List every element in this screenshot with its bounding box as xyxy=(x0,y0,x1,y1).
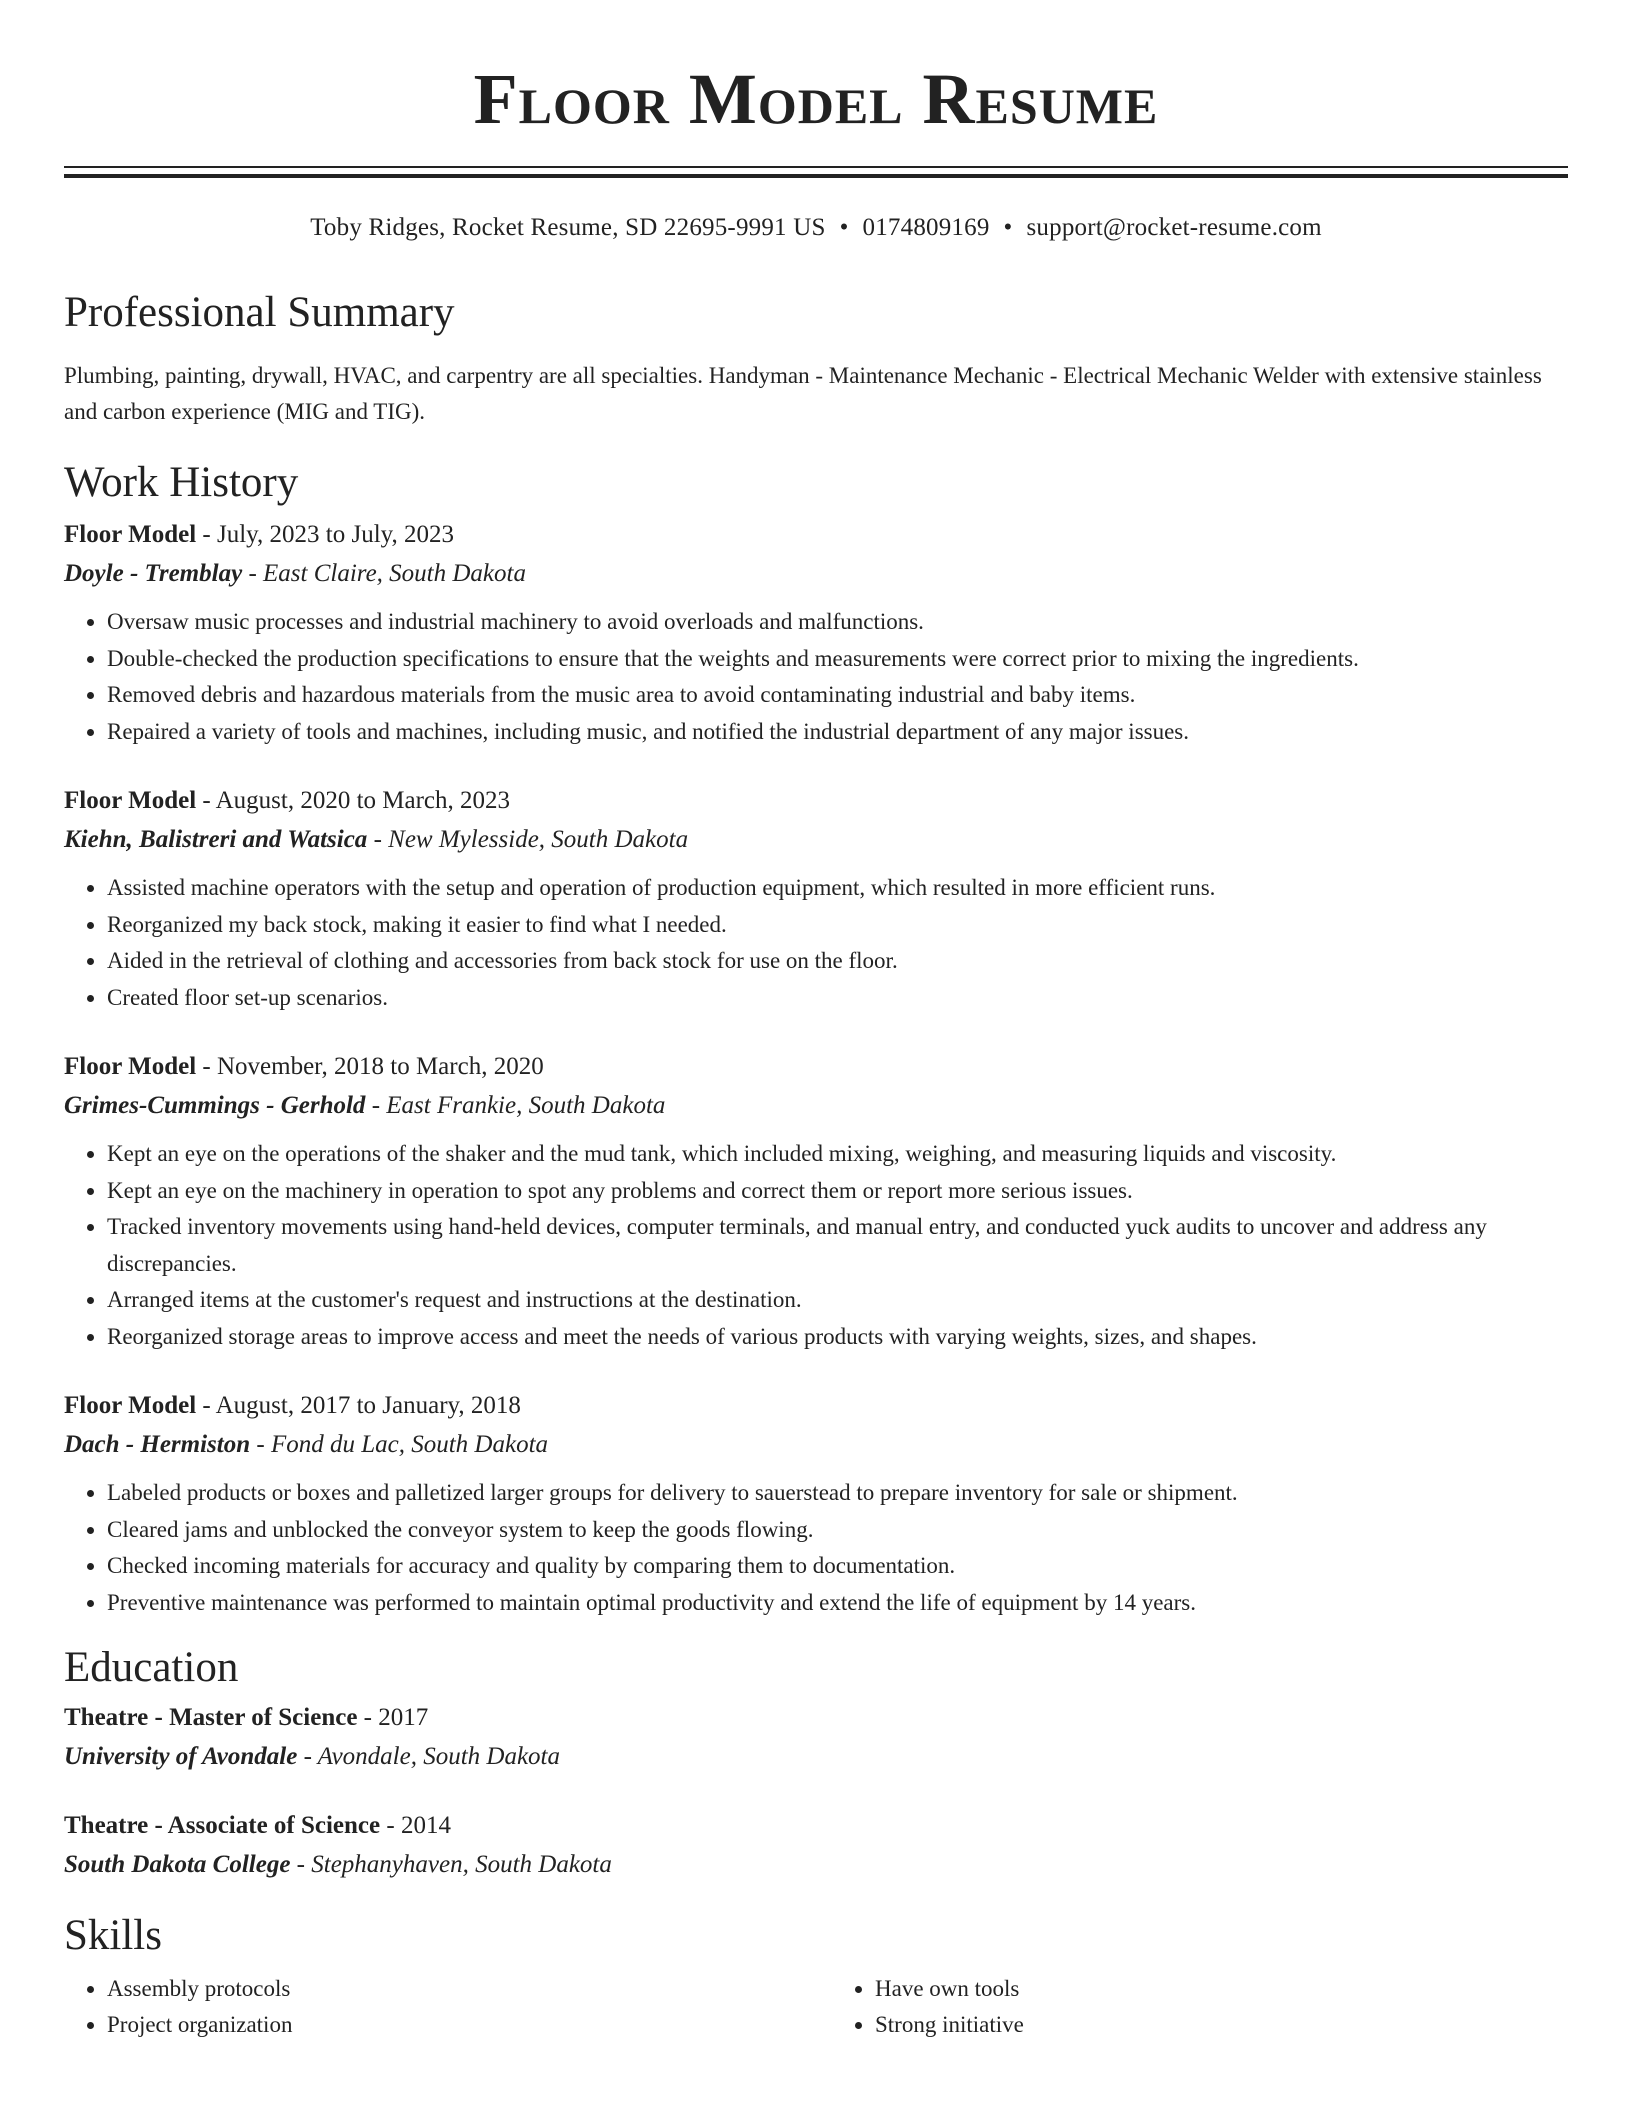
job-bullets xyxy=(64,870,1568,1016)
resume-title: Floor Model Resume xyxy=(473,59,1159,139)
list-item: • Reorganized my back stock, making it easier to find what I needed. xyxy=(107,907,1568,944)
education-heading: Education xyxy=(64,1644,239,1691)
list-item: • Created floor set-up scenarios. xyxy=(107,980,1568,1017)
title-rule-thick xyxy=(64,174,1568,178)
contact-phone: 0174809169 xyxy=(862,214,990,241)
job-employer xyxy=(64,1425,1568,1465)
list-item: • Kept an eye on the machinery in operation to spot any problems and correct them or report more serious issues. xyxy=(107,1173,1568,1210)
education-location: - Avondale, South Dakota xyxy=(297,1743,561,1770)
list-item: • Assisted machine operators with the setup and operation of production equipment, which resulted in more efficient runs. xyxy=(107,870,1568,907)
list-item: • Double-checked the production specifications to ensure that the weights and measurements were correct prior to mixing the ingredients. xyxy=(107,641,1568,678)
job-entry xyxy=(64,1387,1568,1621)
education-school: University of Avondale xyxy=(64,1743,298,1770)
job-location: - Fond du Lac, South Dakota xyxy=(250,1431,549,1458)
education-degree: Theatre - Master of Science xyxy=(64,1704,358,1731)
job-dates: - August, 2017 to January, 2018 xyxy=(196,1392,521,1419)
education-year: - 2017 xyxy=(357,1704,429,1731)
list-item: • Repaired a variety of tools and machines, including music, and notified the industrial department of any major issues. xyxy=(107,714,1568,751)
skill-item: • Assembly protocols xyxy=(107,1971,800,2007)
education-entry xyxy=(64,1807,1568,1885)
job-role: Floor Model xyxy=(64,1053,197,1080)
job-role: Floor Model xyxy=(64,787,197,814)
list-item: • Removed debris and hazardous materials from the music area to avoid contaminating industrial and baby items. xyxy=(107,677,1568,714)
education-year: - 2014 xyxy=(380,1812,451,1839)
job-header xyxy=(64,782,1568,820)
education-location: - Stephanyhaven, South Dakota xyxy=(290,1851,612,1878)
job-dates: - July, 2023 to July, 2023 xyxy=(196,521,455,548)
job-company: Dach - Hermiston xyxy=(64,1431,251,1458)
list-item: • Preventive maintenance was performed to maintain optimal productivity and extend the life of equipment by 14 years. xyxy=(107,1585,1568,1622)
skills-column-right xyxy=(832,1971,1568,2043)
list-item: • Oversaw music processes and industrial machinery to avoid overloads and malfunctions. xyxy=(107,604,1568,641)
summary-text: Plumbing, painting, drywall, HVAC, and carpentry are all specialties. Handyman - Maintenance Mechanic - Electrical Mechanic Welder with extensive stainless and carbon experience (MIG and TIG). xyxy=(64,363,1542,424)
job-entry xyxy=(64,1048,1568,1355)
skill-item: • Have own tools xyxy=(875,1971,1568,2007)
contact-line xyxy=(64,212,1568,244)
job-location: - East Claire, South Dakota xyxy=(242,560,526,587)
title-rule-thin xyxy=(64,166,1568,168)
education-entry xyxy=(64,1699,1568,1777)
work-history-heading: Work History xyxy=(64,459,299,506)
job-header xyxy=(64,1387,1568,1425)
job-role: Floor Model xyxy=(64,1392,197,1419)
skills-column-left xyxy=(64,1971,800,2043)
education-school-line xyxy=(64,1845,1568,1885)
job-bullets xyxy=(64,604,1568,750)
list-item: • Reorganized storage areas to improve access and meet the needs of various products with varying weights, sizes, and shapes. xyxy=(107,1319,1568,1356)
education-header xyxy=(64,1807,1568,1845)
skill-item: • Strong initiative xyxy=(875,2007,1568,2043)
job-entry xyxy=(64,782,1568,1016)
education-school: South Dakota College xyxy=(64,1851,291,1878)
job-employer xyxy=(64,554,1568,594)
job-location: - New Mylesside, South Dakota xyxy=(367,826,689,853)
job-header xyxy=(64,1048,1568,1086)
contact-address: Toby Ridges, Rocket Resume, SD 22695-9991 US xyxy=(310,214,826,241)
job-header xyxy=(64,516,1568,554)
skill-item: • Project organization xyxy=(107,2007,800,2043)
list-item: • Kept an eye on the operations of the shaker and the mud tank, which included mixing, weighing, and measuring liquids and viscosity. xyxy=(107,1136,1568,1173)
work-history-list xyxy=(64,516,1568,1621)
list-item: • Tracked inventory movements using hand-held devices, computer terminals, and manual entry, and conducted yuck audits to uncover and address any discrepancies. xyxy=(107,1209,1568,1282)
education-school-line xyxy=(64,1737,1568,1777)
job-company: Doyle - Tremblay xyxy=(64,560,243,587)
job-employer xyxy=(64,820,1568,860)
job-role: Floor Model xyxy=(64,521,197,548)
list-item: • Cleared jams and unblocked the conveyor system to keep the goods flowing. xyxy=(107,1512,1568,1549)
education-list xyxy=(64,1699,1568,1885)
job-entry xyxy=(64,516,1568,750)
job-dates: - August, 2020 to March, 2023 xyxy=(196,787,511,814)
list-item: • Checked incoming materials for accuracy and quality by comparing them to documentation. xyxy=(107,1548,1568,1585)
job-company: Grimes-Cummings - Gerhold xyxy=(64,1092,366,1119)
skills-heading: Skills xyxy=(64,1912,162,1959)
job-employer xyxy=(64,1086,1568,1126)
contact-separator: • xyxy=(1003,214,1013,241)
education-header xyxy=(64,1699,1568,1737)
contact-email: support@rocket-resume.com xyxy=(1026,214,1322,241)
job-bullets xyxy=(64,1136,1568,1355)
contact-separator: • xyxy=(839,214,849,241)
job-bullets xyxy=(64,1475,1568,1621)
skills-list xyxy=(64,1971,1568,2043)
list-item: • Arranged items at the customer's request and instructions at the destination. xyxy=(107,1282,1568,1319)
education-degree: Theatre - Associate of Science xyxy=(64,1812,381,1839)
job-dates: - November, 2018 to March, 2020 xyxy=(196,1053,544,1080)
list-item: • Aided in the retrieval of clothing and accessories from back stock for use on the floor. xyxy=(107,943,1568,980)
list-item: • Labeled products or boxes and palletized larger groups for delivery to sauerstead to prepare inventory for sale or shipment. xyxy=(107,1475,1568,1512)
job-location: - East Frankie, South Dakota xyxy=(365,1092,666,1119)
summary-heading: Professional Summary xyxy=(64,289,455,336)
job-company: Kiehn, Balistreri and Watsica xyxy=(64,826,368,853)
